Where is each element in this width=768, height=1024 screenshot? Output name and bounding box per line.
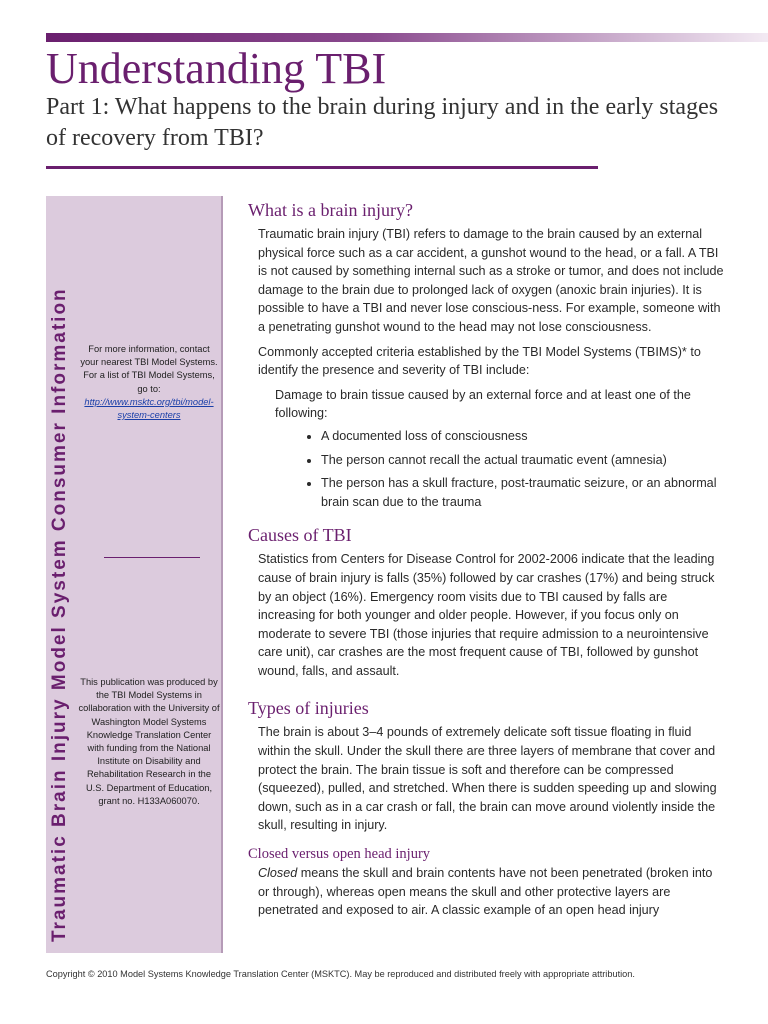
sidebar-info	[78, 343, 220, 422]
what-paragraph-2: Commonly accepted criteria established by the TBI Model Systems (TBIMS)* to identify the presence and severity of TBI include:	[258, 344, 701, 378]
types-paragraph-2	[258, 864, 726, 920]
what-paragraph-3: Damage to brain tissue caused by an external force and at least one of the following:	[275, 387, 691, 421]
sidebar-vertical-title: Traumatic Brain Injury Model System Consumer Information	[49, 287, 70, 942]
page-subtitle: Part 1: What happens to the brain during injury and in the early stages of recovery from TBI?	[46, 94, 719, 151]
main-content	[248, 198, 726, 920]
section-heading-types: Types of injuries	[248, 698, 369, 719]
page-title: Understanding TBI	[46, 44, 387, 93]
list-item: • A documented loss of consciousness	[321, 427, 726, 446]
section-heading-what-is: What is a brain injury?	[248, 200, 413, 220]
section-heading-causes: Causes of TBI	[248, 525, 352, 546]
sidebar-info-text: For more information, contact your nearest TBI Model Systems. For a list of TBI Model Systems, go to:	[80, 344, 218, 394]
title-divider	[46, 166, 598, 169]
sidebar-divider	[104, 557, 200, 558]
subsection-heading-closed-open: Closed versus open head injury	[248, 846, 431, 863]
closed-term: Closed	[258, 866, 298, 881]
causes-paragraph: Statistics from Centers for Disease Control for 2002-2006 indicate that the leading cause of brain injury is falls (35%) followed by car crashes (17%) and being struck by an object (16%). Emergency room visits due to TBI caused by falls are increasing for both younger and older people. However, if you focus only on moderate to severe TBI (those injuries that require admission to a neurointensive care unit), car crashes are the most frequent cause of TBI, followed by gunshot wound, falls, and assault.	[258, 552, 715, 678]
types-paragraph-2-text: means the skull and brain contents have not been penetrated (broken into or through), whereas open means the skull and other protective layers are penetrated and exposed to air. A classic example of an open head injury	[258, 866, 713, 918]
list-item: • The person cannot recall the actual traumatic event (amnesia)	[321, 451, 726, 470]
types-paragraph-1: The brain is about 3–4 pounds of extremely delicate soft tissue floating in fluid within the skull. Under the skull there are three layers of membrane that cover and protect the brain. The brain tissue is soft and therefore can be compressed (squeezed), pulled, and stretched. When there is sudden speeding up and slowing down, such as in a car crash or fall, the brain can move around violently inside the skull, resulting in injury.	[258, 725, 717, 833]
footer-copyright: Copyright © 2010 Model Systems Knowledge Translation Center (MSKTC). May be reproduced and distributed freely with appropriate attribution.	[46, 969, 635, 979]
sidebar-credit: This publication was produced by the TBI Model Systems in collaboration with the University of Washington Model Systems Knowledge Translation Center with funding from the National Institute on Disability and Rehabilitation Research in the U.S. Department of Education, grant no. H133A060070.	[78, 677, 220, 806]
criteria-list	[248, 427, 726, 511]
list-item: • The person has a skull fracture, post-traumatic seizure, or an abnormal brain scan due to the trauma	[321, 474, 726, 511]
what-paragraph-1: Traumatic brain injury (TBI) refers to damage to the brain caused by an external physical force such as a car accident, a gunshot wound to the head, or a fall. A TBI is not caused by something internal such as a stroke or tumor, and does not include damage to the brain due to prolonged lack of oxygen (anoxic brain injuries). It is possible to have a TBI and never lose conscious-ness. For example, someone with a penetrating gunshot wound to the head may not lose consciousness.	[258, 227, 724, 334]
header-gradient-bar	[46, 33, 768, 42]
model-systems-link[interactable]: http://www.msktc.org/tbi/model-system-centers	[84, 396, 214, 421]
